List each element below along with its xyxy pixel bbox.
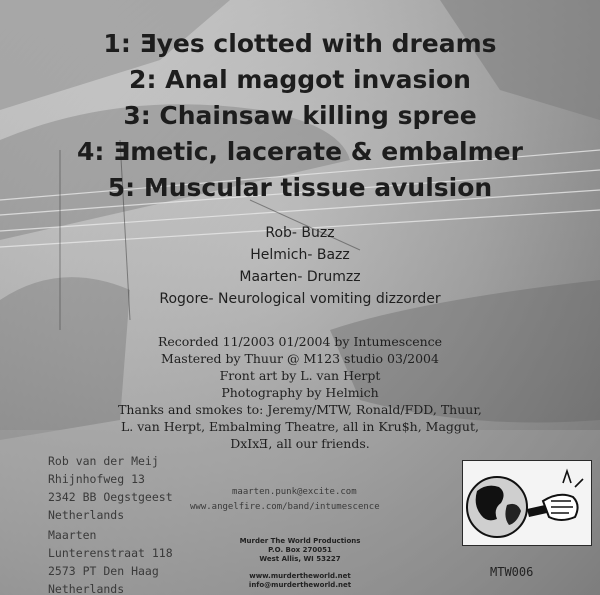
globe-fist-icon bbox=[463, 461, 591, 545]
track-2: 2: Anal maggot invasion bbox=[129, 65, 471, 94]
tracklist bbox=[0, 26, 600, 206]
address-line: 2342 BB Oegstgeest bbox=[48, 490, 173, 504]
credit-thanks-3: DxIxƎ, all our friends. bbox=[230, 436, 370, 451]
member-helmich: Helmich- Bazz bbox=[250, 247, 350, 263]
label-city: West Allis, WI 53227 bbox=[259, 555, 341, 563]
track-3: 3: Chainsaw killing spree bbox=[123, 101, 477, 130]
credit-thanks-2: L. van Herpt, Embalming Theatre, all in Kru$h, Maggut, bbox=[121, 419, 479, 434]
contact-website[interactable]: www.angelfire.com/band/intumescence bbox=[190, 502, 380, 512]
member-rob: Rob- Buzz bbox=[265, 225, 335, 241]
member-maarten: Maarten- Drumzz bbox=[239, 269, 361, 285]
band-members bbox=[0, 222, 600, 310]
contact-email[interactable]: maarten.punk@excite.com bbox=[232, 487, 357, 497]
label-info bbox=[225, 537, 375, 564]
track-4: 4: Ǝmetic, lacerate & embalmer bbox=[77, 137, 523, 166]
address-line: Netherlands bbox=[48, 582, 125, 595]
track-1: 1: Ǝyes clotted with dreams bbox=[103, 29, 497, 58]
credit-thanks-1: Thanks and smokes to: Jeremy/MTW, Ronald/FDD, Thuur, bbox=[118, 402, 482, 417]
credit-mastered: Mastered by Thuur @ M123 studio 03/2004 bbox=[161, 351, 439, 366]
credits bbox=[0, 333, 600, 452]
address-line: 2573 PT Den Haag bbox=[48, 564, 159, 578]
label-email[interactable]: info@murdertheworld.net bbox=[248, 581, 352, 589]
credit-recorded: Recorded 11/2003 01/2004 by Intumescence bbox=[157, 334, 443, 349]
catalog-number: MTW006 bbox=[490, 565, 534, 579]
label-web[interactable]: www.murdertheworld.net bbox=[249, 572, 351, 580]
credit-front-art: Front art by L. van Herpt bbox=[219, 368, 381, 383]
label-web-block bbox=[225, 572, 375, 590]
label-logo bbox=[462, 460, 592, 546]
address-line: Rob van der Meij bbox=[48, 454, 159, 468]
address-line: Rhijnhofweg 13 bbox=[48, 472, 145, 486]
credit-photography: Photography by Helmich bbox=[221, 385, 379, 400]
address-line: Lunterenstraat 118 bbox=[48, 546, 173, 560]
address-line: Maarten bbox=[48, 528, 97, 542]
address-rob bbox=[48, 452, 173, 524]
member-rogore: Rogore- Neurological vomiting dizzorder bbox=[159, 291, 441, 307]
label-name: Murder The World Productions bbox=[239, 537, 361, 545]
address-maarten bbox=[48, 526, 173, 595]
address-line: Netherlands bbox=[48, 508, 125, 522]
track-5: 5: Muscular tissue avulsion bbox=[107, 173, 493, 202]
label-po-box: P.O. Box 270051 bbox=[268, 546, 332, 554]
